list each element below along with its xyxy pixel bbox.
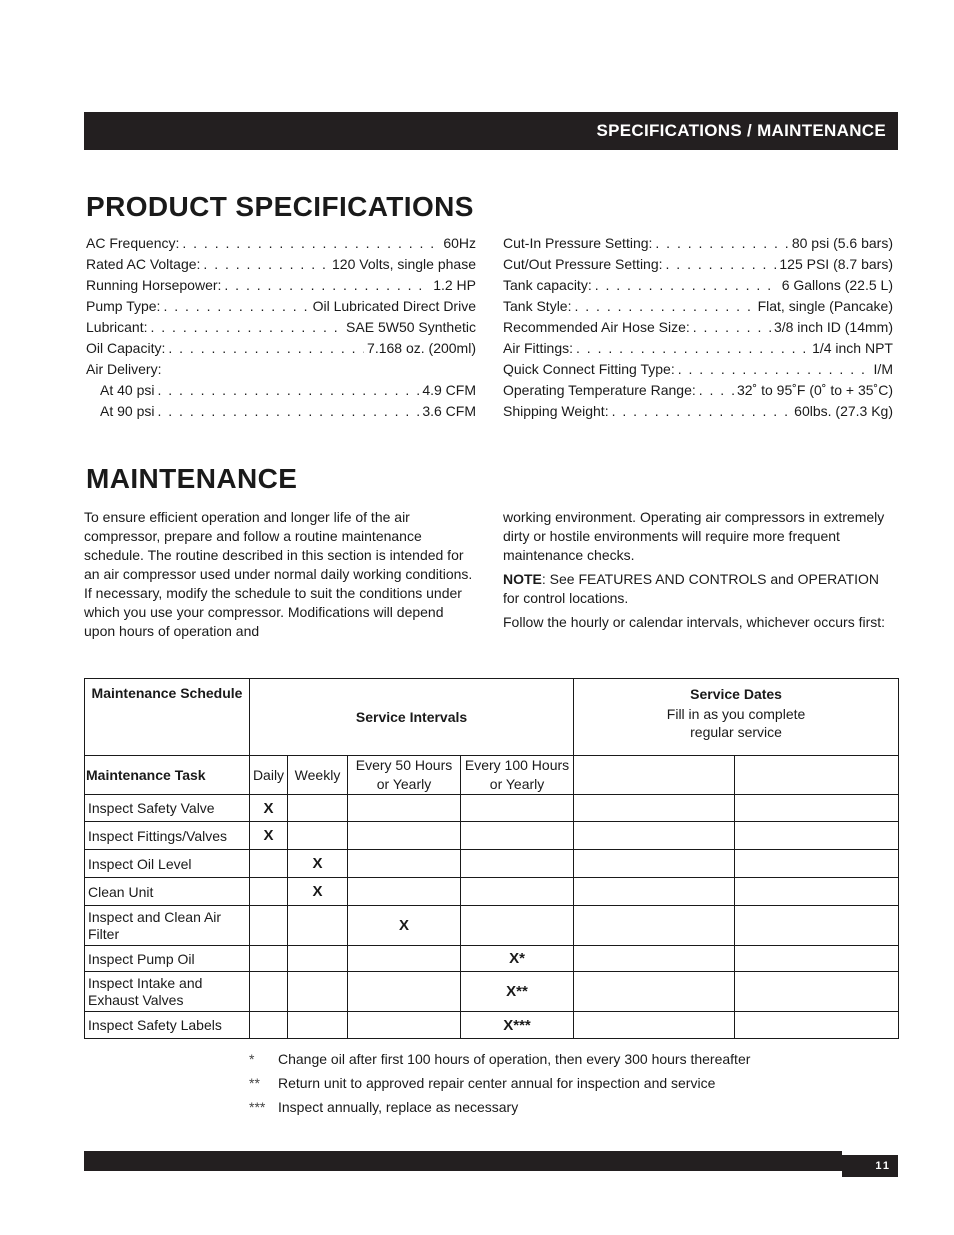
spec-value: 3/8 inch ID (14mm) xyxy=(773,319,893,335)
maintenance-intro-left xyxy=(84,508,478,646)
service-date-cell[interactable] xyxy=(574,1012,735,1039)
spec-row xyxy=(86,296,476,317)
task-cell: Inspect and Clean Air Filter xyxy=(85,906,250,946)
task-cell: Inspect Pump Oil xyxy=(85,946,250,972)
maintenance-heading: MAINTENANCE xyxy=(86,463,298,494)
task-cell: Inspect Safety Labels xyxy=(85,1012,250,1039)
service-date-cell[interactable] xyxy=(735,850,899,878)
task-cell: Clean Unit xyxy=(85,878,250,906)
footnote-mark: *** xyxy=(249,1099,266,1115)
service-date-cell[interactable] xyxy=(574,878,735,906)
service-date-cell[interactable] xyxy=(735,906,899,946)
spec-label: Tank capacity: xyxy=(503,277,592,293)
every-50-hours-cell xyxy=(348,795,461,822)
daily-cell xyxy=(250,1012,288,1039)
service-date-cell[interactable] xyxy=(735,972,899,1012)
service-date-cell[interactable] xyxy=(574,972,735,1012)
spec-label: Air Fittings: xyxy=(503,340,574,356)
spec-value: 7.168 oz. (200ml) xyxy=(367,340,476,356)
footnote xyxy=(249,1071,750,1095)
spec-row xyxy=(86,317,476,338)
table-row xyxy=(85,822,899,850)
every-100-hours-cell xyxy=(461,850,574,878)
service-date-cell[interactable] xyxy=(735,756,899,795)
spec-row xyxy=(86,359,476,380)
product-specifications-heading: PRODUCT SPECIFICATIONS xyxy=(86,191,474,222)
footnote xyxy=(249,1095,750,1119)
spec-row xyxy=(503,233,893,254)
service-date-cell[interactable] xyxy=(574,906,735,946)
section-header-title: SPECIFICATIONS / MAINTENANCE xyxy=(596,121,886,140)
table-row xyxy=(85,906,899,946)
spec-label: Quick Connect Fitting Type: xyxy=(503,361,675,377)
weekly-header: Weekly xyxy=(288,756,348,795)
task-cell: Inspect Oil Level xyxy=(85,850,250,878)
specs-right-column xyxy=(503,233,893,422)
leader-dots xyxy=(224,275,430,296)
leader-dots xyxy=(182,233,440,254)
every-50-hours-cell: X xyxy=(348,906,461,946)
every-100-hours-cell: X* xyxy=(461,946,574,972)
every-50-hours-cell xyxy=(348,822,461,850)
daily-cell xyxy=(250,972,288,1012)
every-100-hours-cell xyxy=(461,822,574,850)
note-label: NOTE xyxy=(503,571,542,587)
spec-row xyxy=(503,254,893,275)
daily-header: Daily xyxy=(250,756,288,795)
table-subheader-row xyxy=(85,756,899,795)
weekly-cell xyxy=(288,795,348,822)
table-footnotes xyxy=(249,1047,750,1119)
spec-label: Pump Type: xyxy=(86,298,161,314)
footnote-mark: * xyxy=(249,1051,255,1067)
service-dates-subtext: Fill in as you complete regular service xyxy=(666,706,806,740)
leader-dots xyxy=(150,317,343,338)
note-text: : See FEATURES AND CONTROLS and OPERATION for control locations. xyxy=(503,571,880,606)
service-date-cell[interactable] xyxy=(574,795,735,822)
service-date-cell[interactable] xyxy=(735,946,899,972)
table-row xyxy=(85,946,899,972)
leader-dots xyxy=(576,338,809,359)
spec-label: At 90 psi xyxy=(100,403,155,419)
leader-dots xyxy=(157,380,419,401)
service-dates-header: Service Dates xyxy=(690,686,782,702)
schedule-header: Maintenance Schedule xyxy=(85,679,250,756)
spec-row xyxy=(503,296,893,317)
spec-row xyxy=(86,338,476,359)
service-date-cell[interactable] xyxy=(735,795,899,822)
weekly-cell xyxy=(288,972,348,1012)
maintenance-intro-right xyxy=(503,508,897,637)
every-100-hours-cell xyxy=(461,878,574,906)
daily-cell: X xyxy=(250,795,288,822)
leader-dots xyxy=(612,401,792,422)
every-100-hours-cell: X*** xyxy=(461,1012,574,1039)
spec-label: Cut-In Pressure Setting: xyxy=(503,235,653,251)
service-date-cell[interactable] xyxy=(574,756,735,795)
spec-value: 3.6 CFM xyxy=(422,403,476,419)
spec-label: AC Frequency: xyxy=(86,235,180,251)
spec-value: 125 PSI (8.7 bars) xyxy=(779,256,893,272)
service-date-cell[interactable] xyxy=(735,878,899,906)
weekly-cell xyxy=(288,822,348,850)
footnote-mark: ** xyxy=(249,1075,260,1091)
spec-row xyxy=(503,401,893,422)
service-date-cell[interactable] xyxy=(574,822,735,850)
every-50-hours-cell xyxy=(348,1012,461,1039)
section-header-bar xyxy=(84,112,898,150)
leader-dots xyxy=(666,254,777,275)
spec-row xyxy=(86,380,476,401)
spec-row xyxy=(503,275,893,296)
every-50-hours-cell xyxy=(348,850,461,878)
leader-dots xyxy=(678,359,871,380)
specs-left-column xyxy=(86,233,476,422)
leader-dots xyxy=(693,317,771,338)
spec-row xyxy=(86,254,476,275)
every-100-hours-header: Every 100 Hours or Yearly xyxy=(461,756,574,795)
spec-row xyxy=(86,401,476,422)
footnote-text: Inspect annually, replace as necessary xyxy=(278,1099,519,1115)
spec-row xyxy=(503,317,893,338)
spec-label: Air Delivery: xyxy=(86,361,162,377)
every-100-hours-cell xyxy=(461,795,574,822)
task-cell: Inspect Intake and Exhaust Valves xyxy=(85,972,250,1012)
spec-value: 6 Gallons (22.5 L) xyxy=(781,277,893,293)
maintenance-intro: To ensure efficient operation and longer life of the air compressor, prepare and follow a routine maintenance schedule. The routine described in this section is intended for an air compressor used under normal daily working conditions. If necessary, modify the schedule to suit the conditions under which you use your compressor. Modifications will depend upon hours of operation and xyxy=(84,509,473,639)
spec-value: 4.9 CFM xyxy=(422,382,476,398)
leader-dots xyxy=(157,401,419,422)
spec-label: Running Horsepower: xyxy=(86,277,222,293)
table-row xyxy=(85,795,899,822)
weekly-cell: X xyxy=(288,878,348,906)
daily-cell xyxy=(250,906,288,946)
maintenance-follow-text: Follow the hourly or calendar intervals, whichever occurs first: xyxy=(503,614,886,630)
table-header-row xyxy=(85,679,899,756)
spec-value: 32˚ to 95˚F (0˚ to + 35˚C) xyxy=(736,382,893,398)
task-cell: Inspect Fittings/Valves xyxy=(85,822,250,850)
spec-label: Recommended Air Hose Size: xyxy=(503,319,690,335)
leader-dots xyxy=(595,275,779,296)
weekly-cell: X xyxy=(288,850,348,878)
maintenance-schedule-table xyxy=(84,678,899,1039)
page-number: 11 xyxy=(842,1155,898,1177)
daily-cell xyxy=(250,850,288,878)
spec-label: Tank Style: xyxy=(503,298,572,314)
spec-row xyxy=(86,233,476,254)
spec-label: Rated AC Voltage: xyxy=(86,256,201,272)
spec-value: Oil Lubricated Direct Drive xyxy=(312,298,476,314)
leader-dots xyxy=(163,296,309,317)
maintenance-note xyxy=(503,570,897,608)
table-row xyxy=(85,1012,899,1039)
footnote xyxy=(249,1047,750,1071)
table-row xyxy=(85,850,899,878)
spec-value: 120 Volts, single phase xyxy=(332,256,476,272)
every-50-hours-cell xyxy=(348,878,461,906)
leader-dots xyxy=(655,233,788,254)
table-row xyxy=(85,878,899,906)
every-50-hours-cell xyxy=(348,946,461,972)
task-header: Maintenance Task xyxy=(85,756,250,795)
spec-value: 60Hz xyxy=(443,235,476,251)
spec-row xyxy=(503,338,893,359)
spec-label: At 40 psi xyxy=(100,382,155,398)
maintenance-intro-continued: working environment. Operating air compressors in extremely dirty or hostile environments will require more frequent maintenance checks. xyxy=(503,509,885,563)
footnote-text: Return unit to approved repair center annual for inspection and service xyxy=(278,1075,716,1091)
service-intervals-header: Service Intervals xyxy=(250,679,574,756)
service-date-cell[interactable] xyxy=(735,822,899,850)
every-100-hours-cell xyxy=(461,906,574,946)
spec-value: I/M xyxy=(873,361,893,377)
spec-label: Operating Temperature Range: xyxy=(503,382,696,398)
every-100-hours-cell: X** xyxy=(461,972,574,1012)
spec-value: SAE 5W50 Synthetic xyxy=(346,319,476,335)
task-cell: Inspect Safety Valve xyxy=(85,795,250,822)
weekly-cell xyxy=(288,1012,348,1039)
weekly-cell xyxy=(288,906,348,946)
every-50-hours-cell xyxy=(348,972,461,1012)
spec-row xyxy=(503,380,893,401)
service-date-cell[interactable] xyxy=(574,946,735,972)
spec-row xyxy=(86,275,476,296)
service-date-cell[interactable] xyxy=(735,1012,899,1039)
leader-dots xyxy=(203,254,329,275)
leader-dots xyxy=(168,338,364,359)
every-50-hours-header: Every 50 Hours or Yearly xyxy=(348,756,461,795)
daily-cell: X xyxy=(250,822,288,850)
spec-label: Oil Capacity: xyxy=(86,340,166,356)
spec-value: 1/4 inch NPT xyxy=(812,340,893,356)
spec-value: Flat, single (Pancake) xyxy=(757,298,893,314)
daily-cell xyxy=(250,946,288,972)
spec-label: Cut/Out Pressure Setting: xyxy=(503,256,663,272)
spec-value: 80 psi (5.6 bars) xyxy=(791,235,893,251)
footnote-text: Change oil after first 100 hours of operation, then every 300 hours thereafter xyxy=(278,1051,751,1067)
spec-row xyxy=(503,359,893,380)
daily-cell xyxy=(250,878,288,906)
spec-value: 60lbs. (27.3 Kg) xyxy=(794,403,893,419)
spec-label: Shipping Weight: xyxy=(503,403,609,419)
footer-bar xyxy=(84,1151,842,1171)
spec-label: Lubricant: xyxy=(86,319,148,335)
spec-value: 1.2 HP xyxy=(433,277,476,293)
table-row xyxy=(85,972,899,1012)
leader-dots xyxy=(699,380,734,401)
service-date-cell[interactable] xyxy=(574,850,735,878)
weekly-cell xyxy=(288,946,348,972)
leader-dots xyxy=(574,296,754,317)
service-dates-header-cell xyxy=(574,679,899,756)
